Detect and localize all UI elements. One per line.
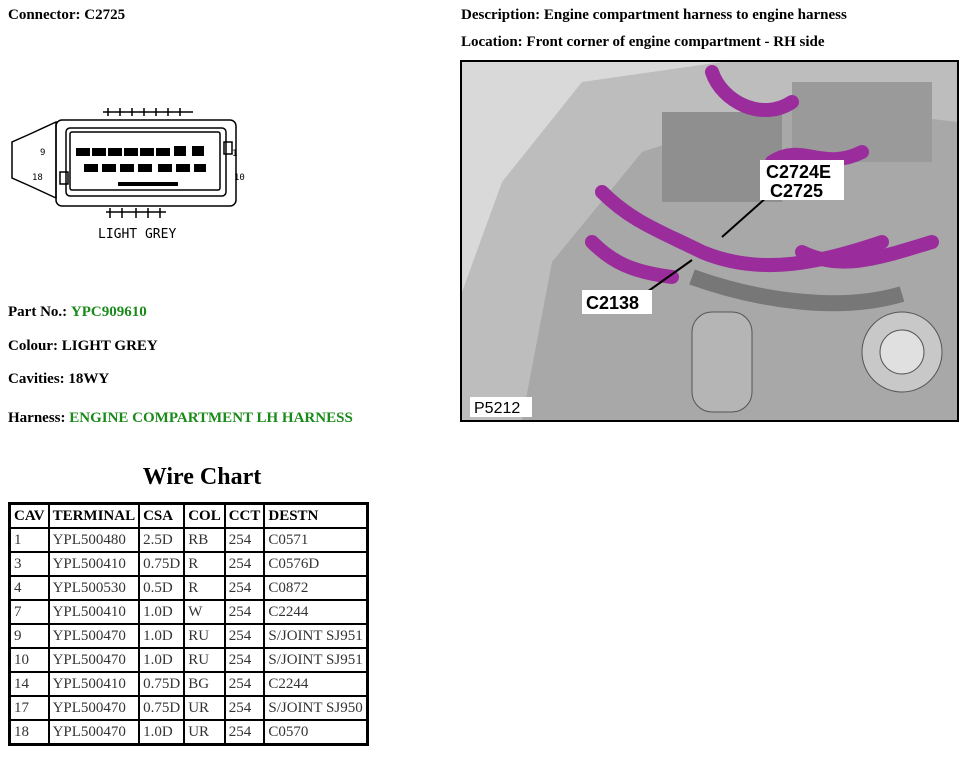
cell-destn: C2244 <box>264 672 367 696</box>
description-label: Description: <box>461 7 541 23</box>
cavities-line <box>8 371 109 388</box>
cell-cav: 17 <box>10 696 49 720</box>
part-line <box>8 304 147 321</box>
cell-csa: 0.5D <box>139 576 184 600</box>
colour-caption: LIGHT GREY <box>98 227 177 242</box>
table-row <box>10 648 368 672</box>
description-line <box>461 7 847 24</box>
cell-col: UR <box>184 696 225 720</box>
cell-cav: 1 <box>10 528 49 552</box>
cell-csa: 0.75D <box>139 552 184 576</box>
cell-terminal: YPL500480 <box>49 528 140 552</box>
connector-line <box>8 7 125 24</box>
callout-c2138: C2138 <box>586 293 640 313</box>
pin-1-label: 1 <box>232 149 238 159</box>
harness-link[interactable]: ENGINE COMPARTMENT LH HARNESS <box>69 410 353 426</box>
cell-cav: 10 <box>10 648 49 672</box>
table-row <box>10 672 368 696</box>
table-row <box>10 600 368 624</box>
cell-csa: 1.0D <box>139 720 184 745</box>
cell-cav: 7 <box>10 600 49 624</box>
cell-cct: 254 <box>225 720 265 745</box>
cell-destn: C0576D <box>264 552 367 576</box>
cell-col: RU <box>184 648 225 672</box>
cell-cav: 14 <box>10 672 49 696</box>
cell-cct: 254 <box>225 576 265 600</box>
pin-10-label: 10 <box>234 173 245 183</box>
header-cav: CAV <box>10 504 49 529</box>
cell-csa: 0.75D <box>139 672 184 696</box>
cell-col: W <box>184 600 225 624</box>
harness-label: Harness: <box>8 410 66 426</box>
cell-csa: 1.0D <box>139 600 184 624</box>
cell-destn: S/JOINT SJ951 <box>264 648 367 672</box>
table-row <box>10 696 368 720</box>
connector-face-diagram <box>8 100 248 250</box>
cell-col: RB <box>184 528 225 552</box>
cell-terminal: YPL500470 <box>49 648 140 672</box>
cell-csa: 2.5D <box>139 528 184 552</box>
table-row <box>10 720 368 745</box>
engine-bay-illustration <box>462 62 957 420</box>
cell-cct: 254 <box>225 600 265 624</box>
cell-terminal: YPL500470 <box>49 696 140 720</box>
table-row <box>10 624 368 648</box>
cell-terminal: YPL500530 <box>49 576 140 600</box>
colour-label: Colour: <box>8 338 58 354</box>
header-col: COL <box>184 504 225 529</box>
cavities-value: 18WY <box>68 371 110 387</box>
cell-destn: C0872 <box>264 576 367 600</box>
cell-destn: C0571 <box>264 528 367 552</box>
colour-line <box>8 338 158 355</box>
description-value: Engine compartment harness to engine harness <box>543 7 847 23</box>
cell-col: R <box>184 576 225 600</box>
callout-c2724e: C2724E <box>766 162 832 182</box>
cell-terminal: YPL500410 <box>49 552 140 576</box>
connector-label: Connector: <box>8 7 81 23</box>
cell-cav: 3 <box>10 552 49 576</box>
cell-cav: 9 <box>10 624 49 648</box>
connector-value: C2725 <box>84 7 126 23</box>
pin-18-label: 18 <box>32 173 43 183</box>
part-label: Part No.: <box>8 304 68 320</box>
cell-terminal: YPL500470 <box>49 624 140 648</box>
cell-csa: 0.75D <box>139 696 184 720</box>
cell-cct: 254 <box>225 552 265 576</box>
cavities-label: Cavities: <box>8 371 65 387</box>
cell-terminal: YPL500470 <box>49 720 140 745</box>
cell-cav: 4 <box>10 576 49 600</box>
part-number-link[interactable]: YPC909610 <box>70 304 147 320</box>
table-row <box>10 552 368 576</box>
table-header-row <box>10 504 368 529</box>
cell-destn: S/JOINT SJ951 <box>264 624 367 648</box>
wire-chart-title: Wire Chart <box>142 464 262 490</box>
cell-terminal: YPL500410 <box>49 600 140 624</box>
cell-cct: 254 <box>225 696 265 720</box>
header-destn: DESTN <box>264 504 367 529</box>
location-line <box>461 34 825 51</box>
table-row <box>10 576 368 600</box>
cell-destn: C0570 <box>264 720 367 745</box>
cell-col: UR <box>184 720 225 745</box>
cell-destn: S/JOINT SJ950 <box>264 696 367 720</box>
cell-csa: 1.0D <box>139 624 184 648</box>
location-value: Front corner of engine compartment - RH side <box>526 34 825 50</box>
location-photo <box>460 60 959 422</box>
cell-terminal: YPL500410 <box>49 672 140 696</box>
photo-ref: P5212 <box>474 400 521 417</box>
header-terminal: TERMINAL <box>49 504 140 529</box>
location-label: Location: <box>461 34 523 50</box>
harness-line <box>8 410 353 427</box>
colour-value: LIGHT GREY <box>61 338 158 354</box>
callout-c2725: C2725 <box>770 181 824 201</box>
pin-9-label: 9 <box>40 148 46 158</box>
cell-cav: 18 <box>10 720 49 745</box>
cell-cct: 254 <box>225 528 265 552</box>
cell-col: RU <box>184 624 225 648</box>
cell-cct: 254 <box>225 624 265 648</box>
table-row <box>10 528 368 552</box>
cell-col: BG <box>184 672 225 696</box>
cell-destn: C2244 <box>264 600 367 624</box>
cell-cct: 254 <box>225 648 265 672</box>
header-csa: CSA <box>139 504 184 529</box>
cell-col: R <box>184 552 225 576</box>
cell-cct: 254 <box>225 672 265 696</box>
wire-chart-table <box>8 502 369 746</box>
header-cct: CCT <box>225 504 265 529</box>
cell-csa: 1.0D <box>139 648 184 672</box>
